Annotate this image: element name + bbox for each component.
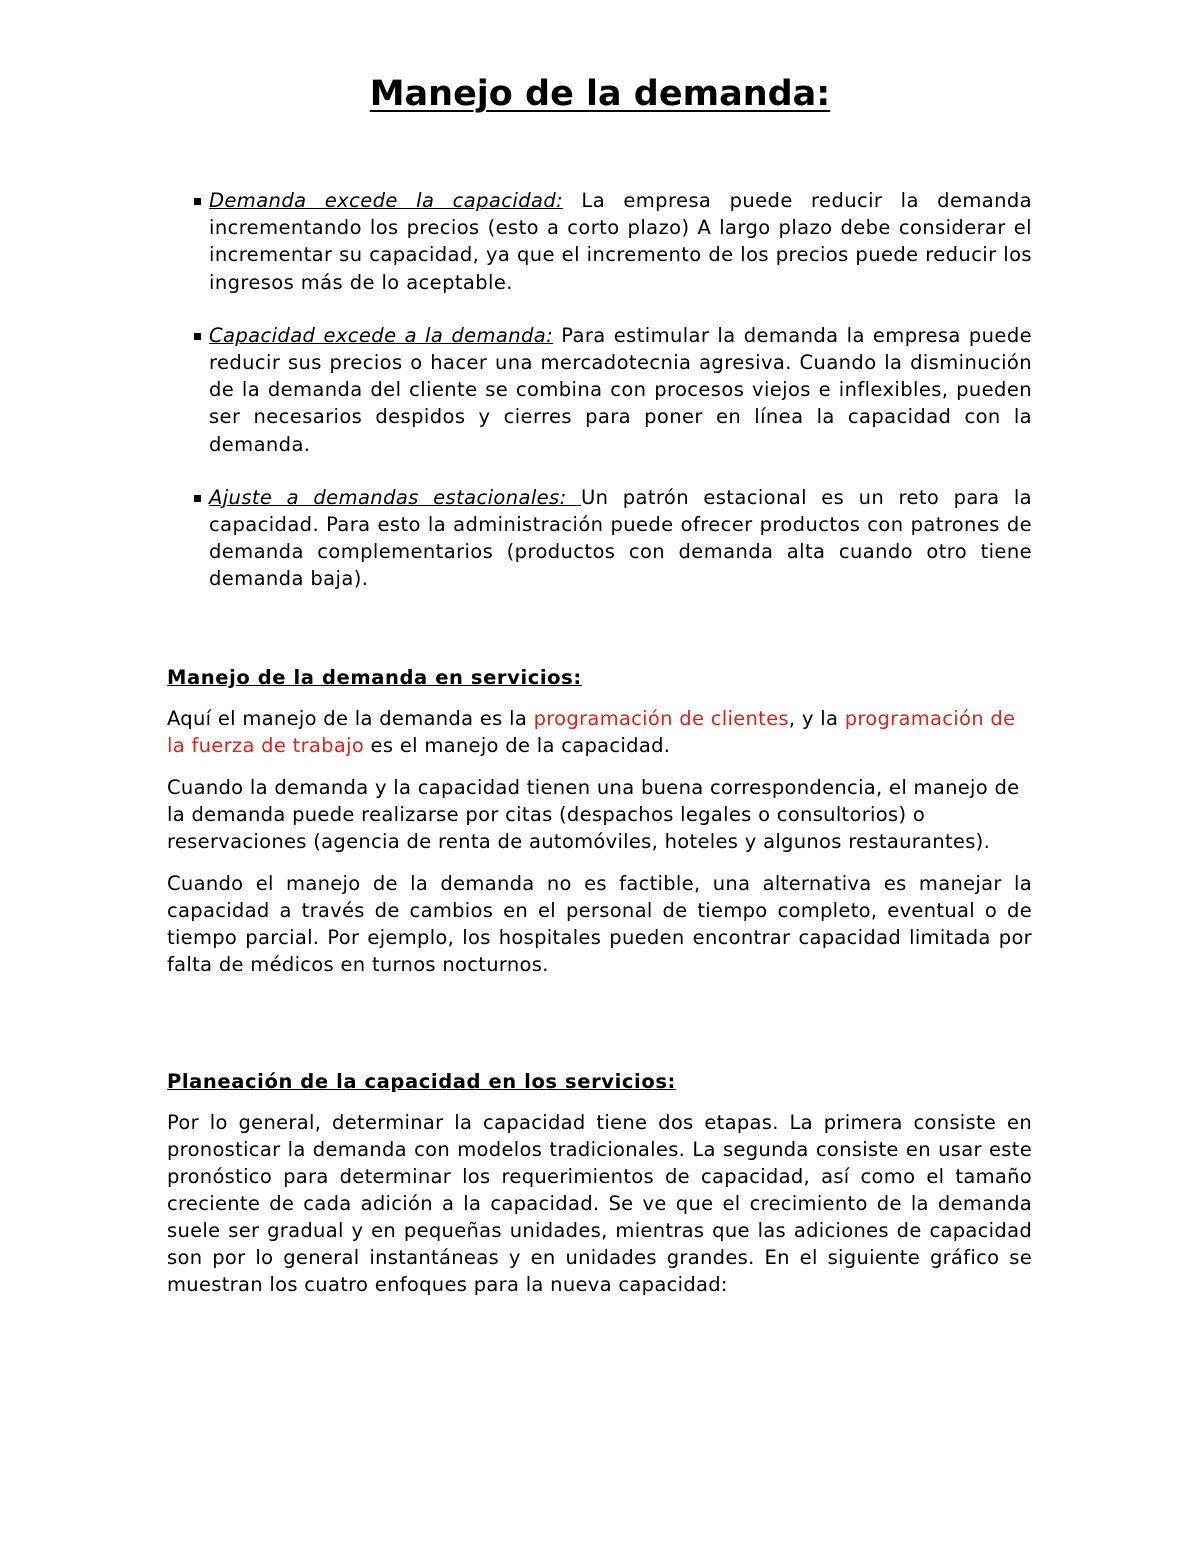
- page-title: Manejo de la demanda:: [369, 74, 831, 114]
- services-paragraph-1: [167, 705, 1032, 759]
- list-item: [194, 322, 1032, 458]
- bullet-square-icon: [194, 333, 201, 340]
- planning-heading: Planeación de la capacidad en los servicios:: [167, 1070, 676, 1093]
- planning-paragraph: Por lo general, determinar la capacidad tiene dos etapas. La primera consiste en pronosticar la demanda con modelos tradicionales. La segunda consiste en usar este pronóstico para determinar los requerimientos de capacidad, así como el tamaño creciente de cada adición a la capacidad. Se ve que el crecimiento de la demanda suele ser gradual y en pequeñas unidades, mientras que las adiciones de capacidad son por lo general instantáneas y en unidades grandes. En el siguiente gráfico se muestran los cuatro enfoques para la nueva capacidad:: [167, 1111, 1032, 1296]
- bullet-lead: Demanda excede la capacidad:: [209, 189, 564, 212]
- text-run: Aquí el manejo de la demanda es la: [167, 707, 534, 730]
- text-run: , y la: [788, 707, 845, 730]
- services-paragraph-2: Cuando la demanda y la capacidad tienen una buena correspondencia, el manejo de la demanda puede realizarse por citas (despachos legales o consultorios) o reservaciones (agencia de renta de automóviles, hoteles y algunos restaurantes).: [167, 776, 1020, 853]
- bullet-lead: Capacidad excede a la demanda:: [209, 323, 554, 347]
- list-item: [194, 484, 1032, 593]
- bullet-list: [194, 187, 1032, 619]
- bullet-square-icon: [194, 495, 201, 502]
- bullet-text: La empresa puede reducir la demanda incrementando los precios (esto a corto plazo) A largo plazo debe considerar el incrementar su capacidad, ya que el incremento de los precios puede reducir los ingresos más de lo aceptable.: [209, 189, 1032, 294]
- planning-section: [167, 1068, 1032, 1313]
- bullet-text: Un patrón estacional es un reto para la capacidad. Para esto la administración puede ofrecer productos con patrones de demanda complementarios (productos con demanda alta cuando otro tiene demanda baja).: [209, 485, 1032, 591]
- highlight-workforce-scheduling: programación de la fuerza de trabajo: [167, 707, 1016, 757]
- text-run: es el manejo de la capacidad.: [364, 734, 671, 757]
- bullet-text: Para estimular la demanda la empresa puede reducir sus precios o hacer una mercadotecnia agresiva. Cuando la disminución de la demanda del cliente se combina con procesos viejos e inflexibles, pueden ser necesarios despidos y cierres para poner en línea la capacidad con la demanda.: [209, 323, 1032, 456]
- list-item: [194, 187, 1032, 296]
- bullet-square-icon: [194, 198, 201, 205]
- services-paragraph-3: Cuando el manejo de la demanda no es factible, una alternativa es manejar la capacidad a través de cambios en el personal de tiempo completo, eventual o de tiempo parcial. Por ejemplo, los hospitales pueden encontrar capacidad limitada por falta de médicos en turnos nocturnos.: [167, 872, 1032, 976]
- services-section: [167, 664, 1032, 993]
- bullet-lead: Ajuste a demandas estacionales:: [209, 485, 581, 509]
- services-heading: Manejo de la demanda en servicios:: [167, 666, 582, 689]
- highlight-client-scheduling: programación de clientes: [533, 707, 789, 730]
